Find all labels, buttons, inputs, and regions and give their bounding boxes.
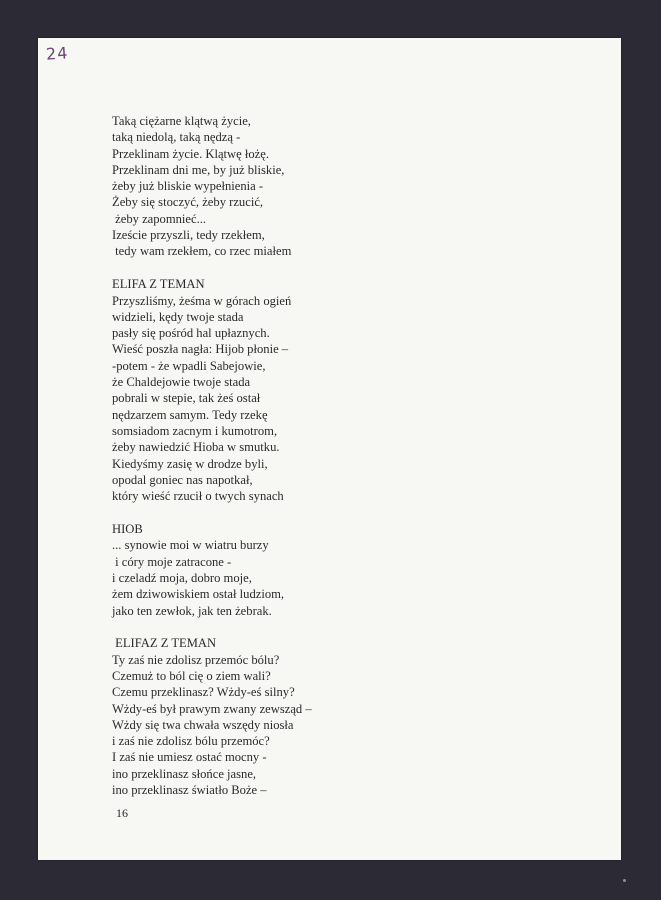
verse-line: pobrali w stepie, tak żeś ostał <box>112 391 261 406</box>
verse-line: Wieść poszła nagła: Hijob płonie – <box>112 342 289 357</box>
stanza <box>112 113 532 260</box>
verse-line: -potem - że wpadli Sabejowie, <box>112 358 266 373</box>
speaker-name: HIOB <box>112 522 143 537</box>
verse-line: Żeby się stoczyć, żeby rzucić, <box>112 195 264 210</box>
verse-line: Przeklinam życie. Klątwę łożę. <box>112 146 270 161</box>
stanza <box>112 276 532 504</box>
poem-text <box>112 113 532 798</box>
verse-line: i czeladź moja, dobro moje, <box>112 570 252 585</box>
page-number: 16 <box>116 806 128 820</box>
verse-line: i córy moje zatracone - <box>112 554 232 569</box>
verse-line: pasły się pośród hal upłaznych. <box>112 326 270 341</box>
dust-speck <box>623 879 626 882</box>
verse-line: somsiadom zacnym i kumotrom, <box>112 423 278 438</box>
stanza <box>112 635 532 798</box>
verse-line: że Chaldejowie twoje stada <box>112 375 251 390</box>
verse-line: żeby nawiedzić Hioba w smutku. <box>112 440 280 455</box>
verse-line: Wżdy-eś był prawym zwany zewsząd – <box>112 701 312 716</box>
verse-line: Przyszliśmy, żeśma w górach ogień <box>112 293 292 308</box>
speaker-name: ELIFAZ Z TEMAN <box>112 636 217 651</box>
verse-line: ino przeklinasz światło Boże – <box>112 783 267 798</box>
verse-line: Kiedyśmy zasię w drodze byli, <box>112 456 268 471</box>
verse-line: i zaś nie zdolisz bólu przemóc? <box>112 734 270 749</box>
verse-line: nędzarzem samym. Tedy rzekę <box>112 407 268 422</box>
verse-line: Ty zaś nie zdolisz przemóc bólu? <box>112 652 280 667</box>
verse-line: który wieść rzucił o twych synach <box>112 489 284 504</box>
verse-line: taką niedolą, taką nędzą - <box>112 130 241 145</box>
verse-line: ino przeklinasz słońce jasne, <box>112 766 257 781</box>
stanza <box>112 521 532 619</box>
verse-line: opodal goniec nas napotkał, <box>112 472 253 487</box>
verse-line: tedy wam rzekłem, co rzec miałem <box>112 244 292 259</box>
verse-line: Izeście przyszli, tedy rzekłem, <box>112 228 265 243</box>
verse-line: Taką ciężarne klątwą życie, <box>112 114 251 128</box>
verse-line: Przeklinam dni me, by już bliskie, <box>112 162 285 177</box>
verse-line: widzieli, kędy twoje stada <box>112 309 244 324</box>
verse-line: Czemuż to ból cię o ziem wali? <box>112 668 271 683</box>
verse-line: Wżdy się twa chwała wszędy niosła <box>112 717 294 732</box>
verse-line: ... synowie moi w wiatru burzy <box>112 538 269 553</box>
verse-line: żeby zapomnieć... <box>112 211 207 226</box>
verse-line: Czemu przeklinasz? Wżdy-eś silny? <box>112 685 295 700</box>
verse-line: jako ten zewłok, jak ten żebrak. <box>112 603 272 618</box>
verse-line: żeby już bliskie wypełnienia - <box>112 179 264 194</box>
speaker-name: ELIFA Z TEMAN <box>112 277 205 292</box>
verse-line: żem dziwowiskiem ostał ludziom, <box>112 587 285 602</box>
handwritten-folio-number: 24 <box>45 43 69 64</box>
verse-line: I zaś nie umiesz ostać mocny - <box>112 750 267 765</box>
